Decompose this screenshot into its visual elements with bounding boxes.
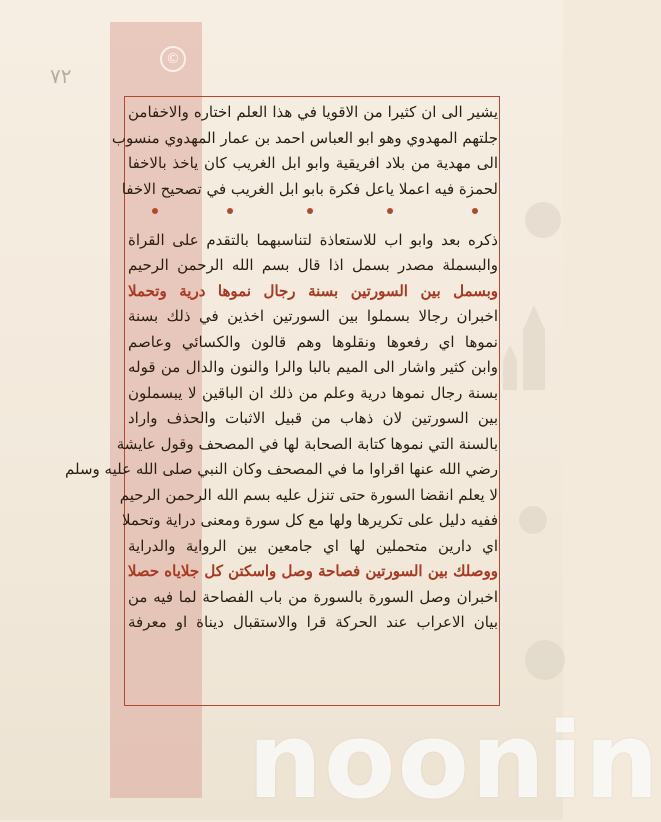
rubric-verse-line: ووصلك بين السورتين فصاحة وصل واسكتن كل جلاياه حصلا xyxy=(127,562,498,580)
text-line: اخبران وصل السورة بالسورة من باب الفصاحة لما فيه من xyxy=(128,587,498,606)
copyright-icon: © xyxy=(160,46,186,72)
text-line: ففيه دليل على تكريرها ولها مع كل سورة ومعنى دراية وتحملا xyxy=(121,511,498,529)
text-lines-bottom xyxy=(65,228,498,636)
text-line: الى مهدية من بلاد افريقية وابو ابل الغريب كان ياخذ بالاخفا xyxy=(128,154,498,172)
manuscript-text-block xyxy=(65,100,498,636)
divider-dot xyxy=(227,208,233,214)
text-line: نموها اي رفعوها ونقلوها وهم قالون والكسائي وعاصم xyxy=(128,332,498,351)
section-divider xyxy=(128,202,498,228)
watermark-logo-text: noonin xyxy=(248,700,661,822)
text-line: والبسملة مصدر بسمل اذا قال بسم الله الرحمن الرحيم xyxy=(128,256,498,274)
text-line: رضي الله عنها اقراوا ما في المصحف وكان النبي صلى الله عليه وسلم xyxy=(65,460,498,478)
text-line: يشير الى ان كثيرا من الاقويا في هذا العلم اختاره والاخفامن xyxy=(128,103,498,121)
divider-dot xyxy=(152,208,158,214)
text-line: بالسنة التي نموها كتابة الصحابة لها في المصحف وقول عايشة xyxy=(116,434,498,453)
text-line: بسنة رجال نموها درية وعلم من ذلك ان الباقين لا يبسملون xyxy=(128,383,498,402)
divider-dot xyxy=(387,208,393,214)
text-line: ذكره بعد وابو اب للاستعاذة لتناسبهما بالتقدم على القراة xyxy=(128,230,498,249)
rubric-verse-line: وبسمل بين السورتين بسنة رجال نموها درية وتحملا xyxy=(128,281,498,300)
divider-dot xyxy=(307,208,313,214)
text-line: جلتهم المهدوي وهو ابو العباس احمد بن عمار المهدوي منسوب xyxy=(111,128,498,147)
folio-number: ٧٢ xyxy=(50,64,72,88)
text-line: بيان الاعراب عند الحركة قرا والاستقبال ديناة او معرفة xyxy=(128,613,498,631)
text-line: اي دارين متحملين لها اي جامعين بين الرواية والدراية xyxy=(128,536,498,555)
text-line: لحمزة فيه اعملا ياعل فكرة بابو ابل الغريب في تصحيح الاخفا xyxy=(121,179,498,198)
text-line: وابن كثير واشار الى الميم بالبا والرا والنون والدال من قوله xyxy=(128,358,498,376)
divider-dot xyxy=(472,208,478,214)
text-line: لا يعلم انقضا السورة حتى تنزل عليه بسم الله الرحمن الرحيم xyxy=(119,485,498,504)
text-line: بين السورتين لان ذهاب من قبيل الاثبات والحذف واراد xyxy=(128,409,498,427)
text-line: اخبران رجالا بسملوا بين السورتين اخذين في ذلك بسنة xyxy=(128,307,498,325)
